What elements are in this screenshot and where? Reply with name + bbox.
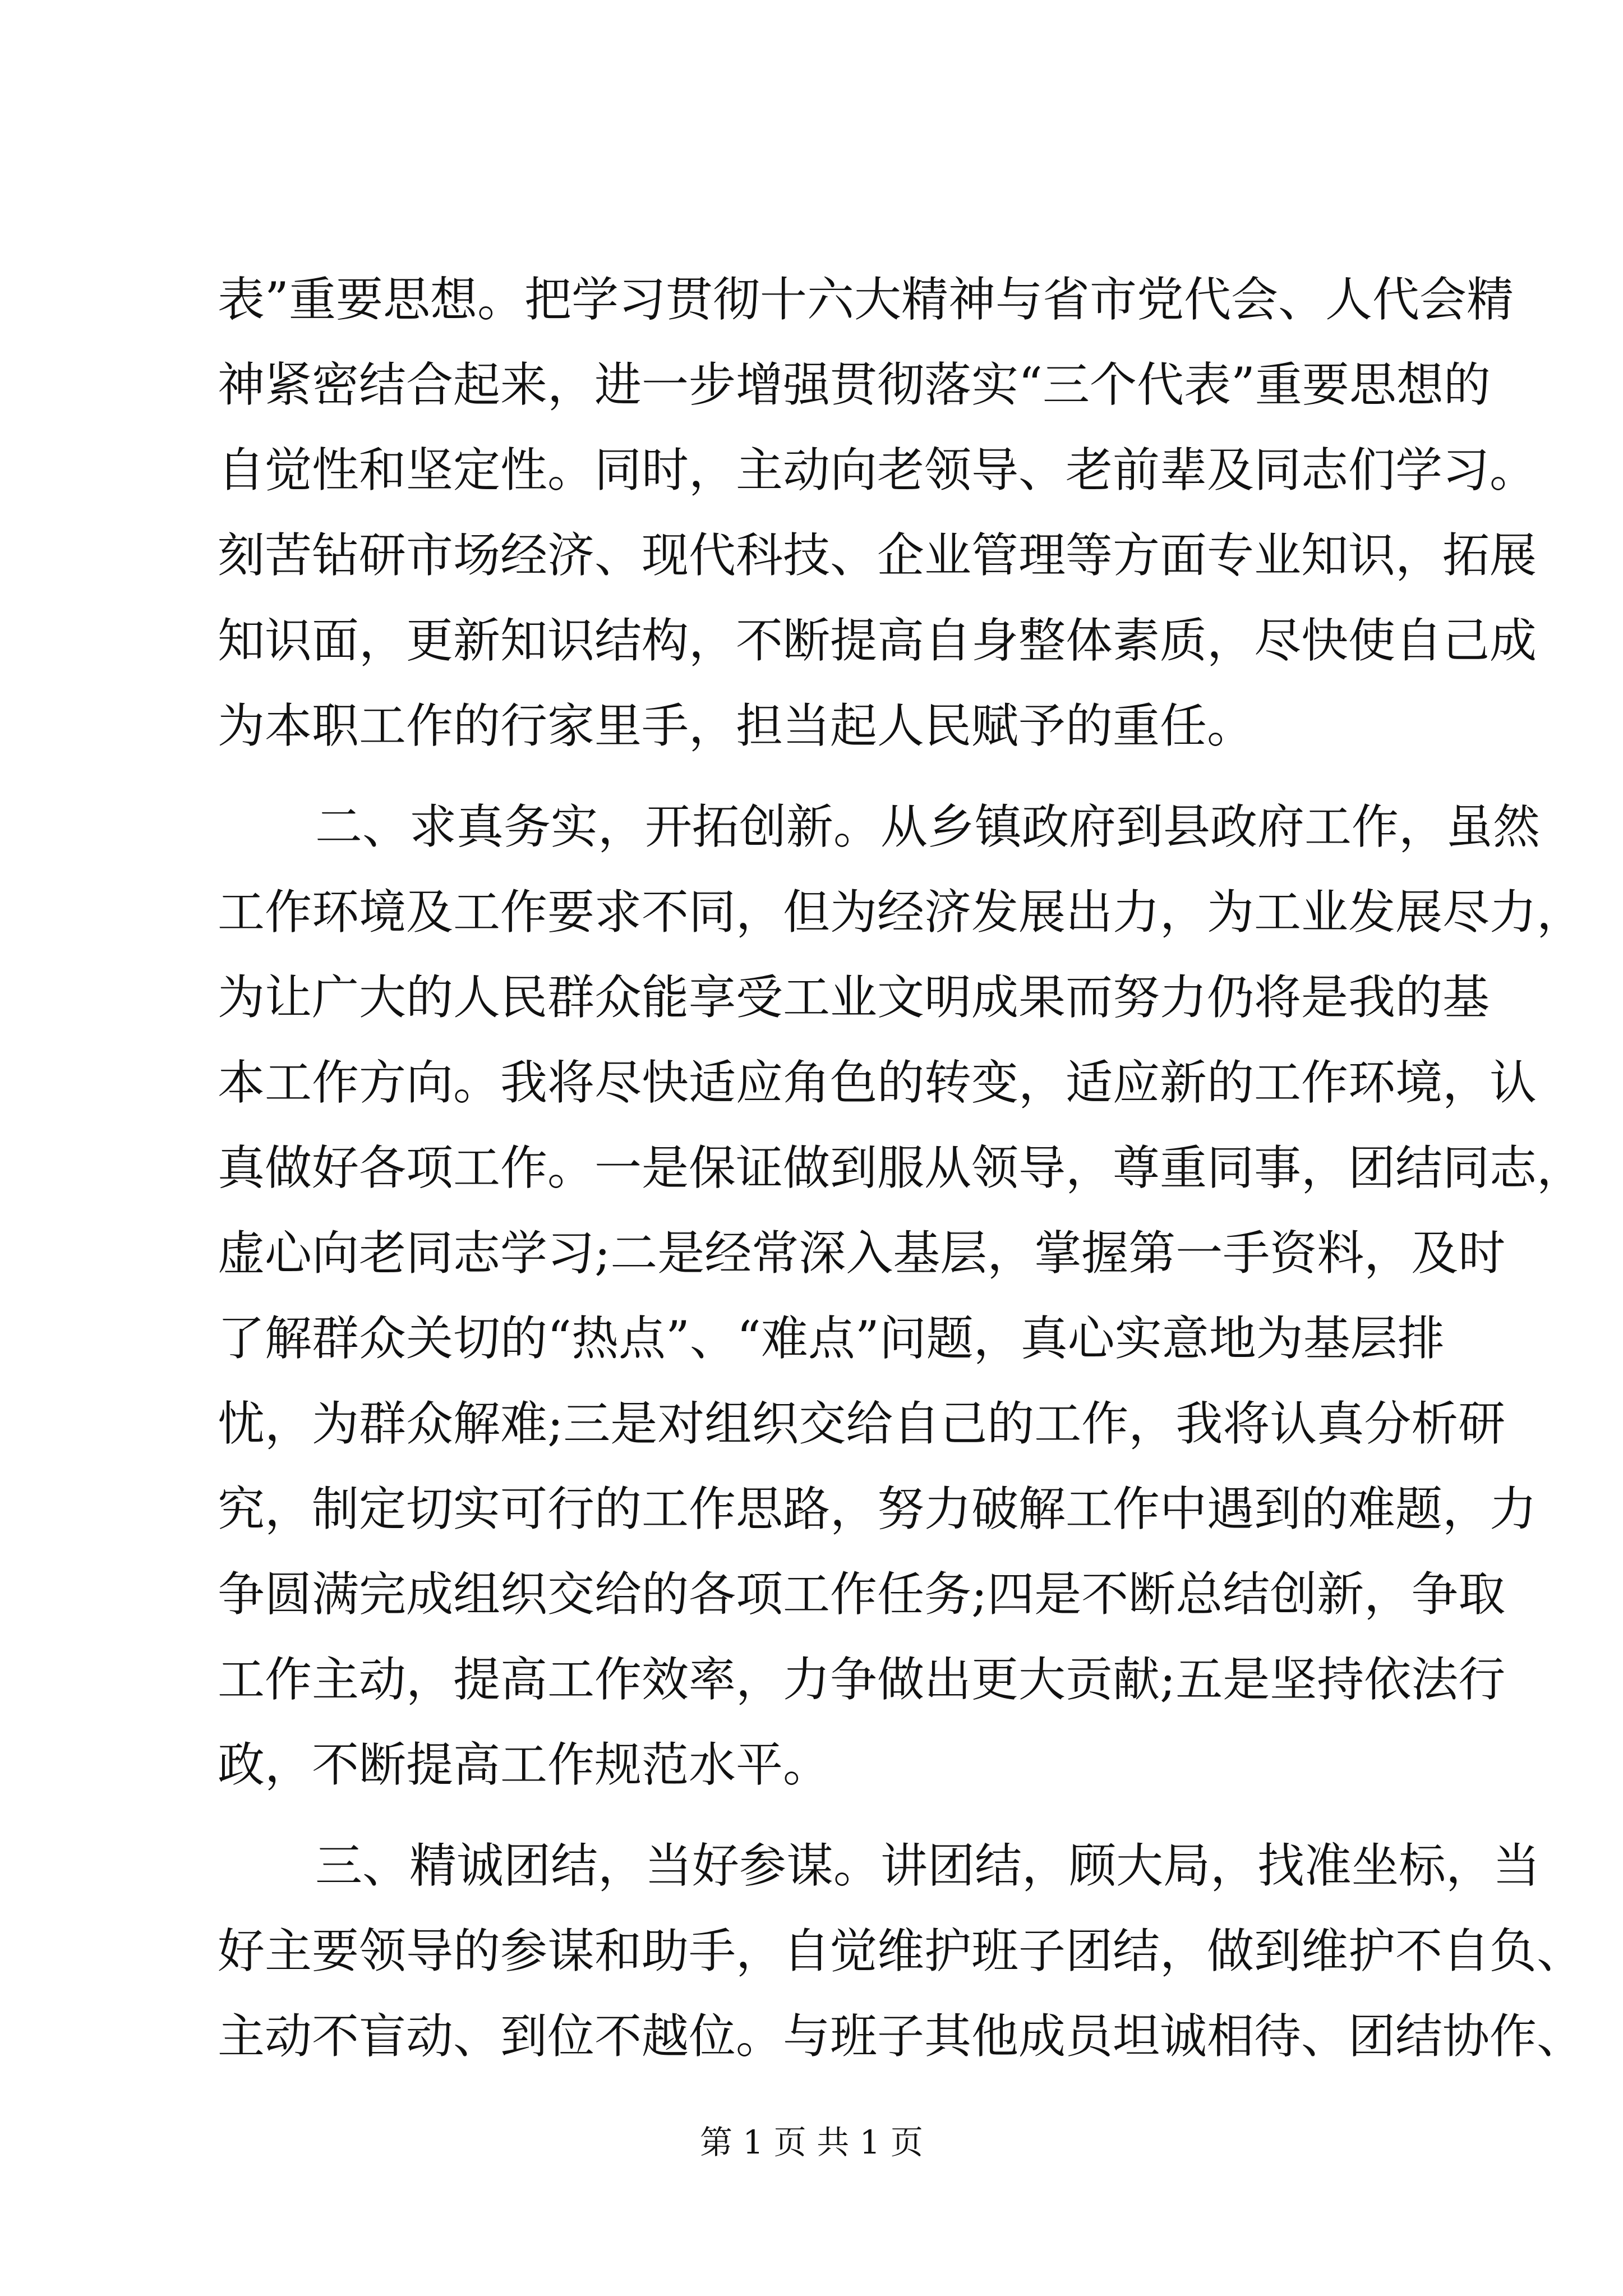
section-heading-line: 二、求真务实，开拓创新。从乡镇政府到县政府工作，虽然 [315,799,1541,854]
paragraph-line: 刻苦钻研市场经济、现代科技、企业管理等方面专业知识，拓展 [218,528,1537,583]
paragraph-line: 自觉性和坚定性。同时，主动向老领导、老前辈及同志们学习。 [218,443,1537,498]
paragraph-line: 真做好各项工作。一是保证做到服从领导，尊重同事，团结同志， [218,1140,1584,1195]
page-footer: 第 1 页 共 1 页 [700,2123,923,2161]
paragraph-line: 本工作方向。我将尽快适应角色的转变，适应新的工作环境，认 [218,1055,1537,1110]
paragraph-line: 为让广大的人民群众能享受工业文明成果而努力仍将是我的基 [218,970,1490,1025]
paragraph-line: 工作环境及工作要求不同，但为经济发展出力，为工业发展尽力， [218,885,1584,940]
paragraph-line: 为本职工作的行家里手，担当起人民赋予的重任。 [218,698,1255,753]
paragraph-line: 神紧密结合起来，进一步增强贯彻落实“三个代表”重要思想的 [218,357,1491,412]
paragraph-line: 工作主动，提高工作效率，力争做出更大贡献;五是坚持依法行 [218,1652,1506,1707]
document-body [218,257,1584,2079]
paragraph-line: 了解群众关切的“热点”、“难点”问题，真心实意地为基层排 [218,1311,1445,1366]
paragraph-line: 虚心向老同志学习;二是经常深入基层，掌握第一手资料，及时 [218,1226,1506,1281]
paragraph-line: 知识面，更新知识结构，不断提高自身整体素质，尽快使自己成 [218,613,1537,668]
paragraph-line: 政，不断提高工作规范水平。 [218,1737,831,1792]
section-heading-line: 三、精诚团结，当好参谋。讲团结，顾大局，找准坐标，当 [315,1838,1541,1893]
paragraph-line: 究，制定切实可行的工作思路，努力破解工作中遇到的难题，力 [218,1481,1537,1536]
paragraph-line: 好主要领导的参谋和助手，自觉维护班子团结，做到维护不自负、 [218,1924,1584,1978]
paragraph-line: 忧，为群众解难;三是对组织交给自己的工作，我将认真分析研 [218,1396,1506,1451]
paragraph-line: 主动不盲动、到位不越位。与班子其他成员坦诚相待、团结协作、 [218,2009,1584,2064]
paragraph-line: 争圆满完成组织交给的各项工作任务;四是不断总结创新，争取 [218,1567,1506,1622]
paragraph-line: 表”重要思想。把学习贯彻十六大精神与省市党代会、人代会精 [218,272,1514,327]
